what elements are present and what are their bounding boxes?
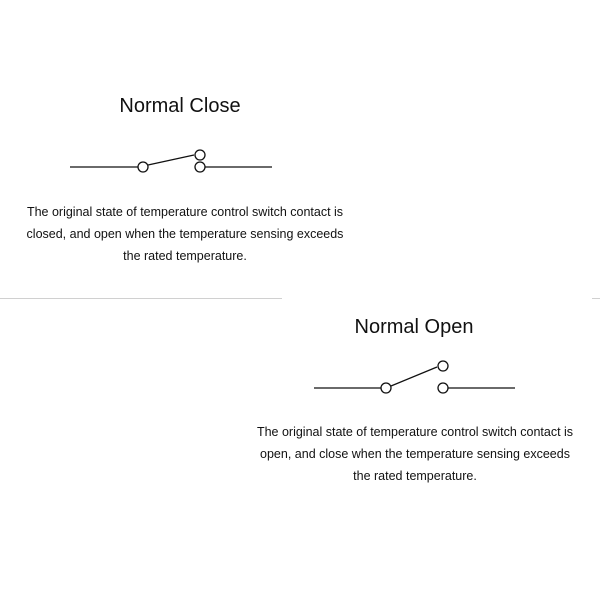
normal-open-line-2: open, and close when the temperature sensing exceeds (260, 447, 570, 461)
normal-open-line-3: the rated temperature. (353, 469, 477, 483)
no-pivot-contact (381, 383, 391, 393)
normal-close-line-1: The original state of temperature control switch contact is (26, 205, 344, 219)
normal-close-line-2: closed, and open when the temperature sensing exceeds (26, 227, 344, 241)
no-upper-contact (438, 361, 448, 371)
no-lower-contact (438, 383, 448, 393)
normal-open-line-1: The original state of temperature control switch contact is (256, 425, 574, 439)
normal-open-description (240, 421, 590, 487)
normal-close-title: Normal Close (119, 95, 241, 117)
no-switch-blade (391, 367, 437, 386)
normal-open-title: Normal Open (354, 316, 474, 338)
normal-close-line-3: the rated temperature. (123, 249, 247, 263)
